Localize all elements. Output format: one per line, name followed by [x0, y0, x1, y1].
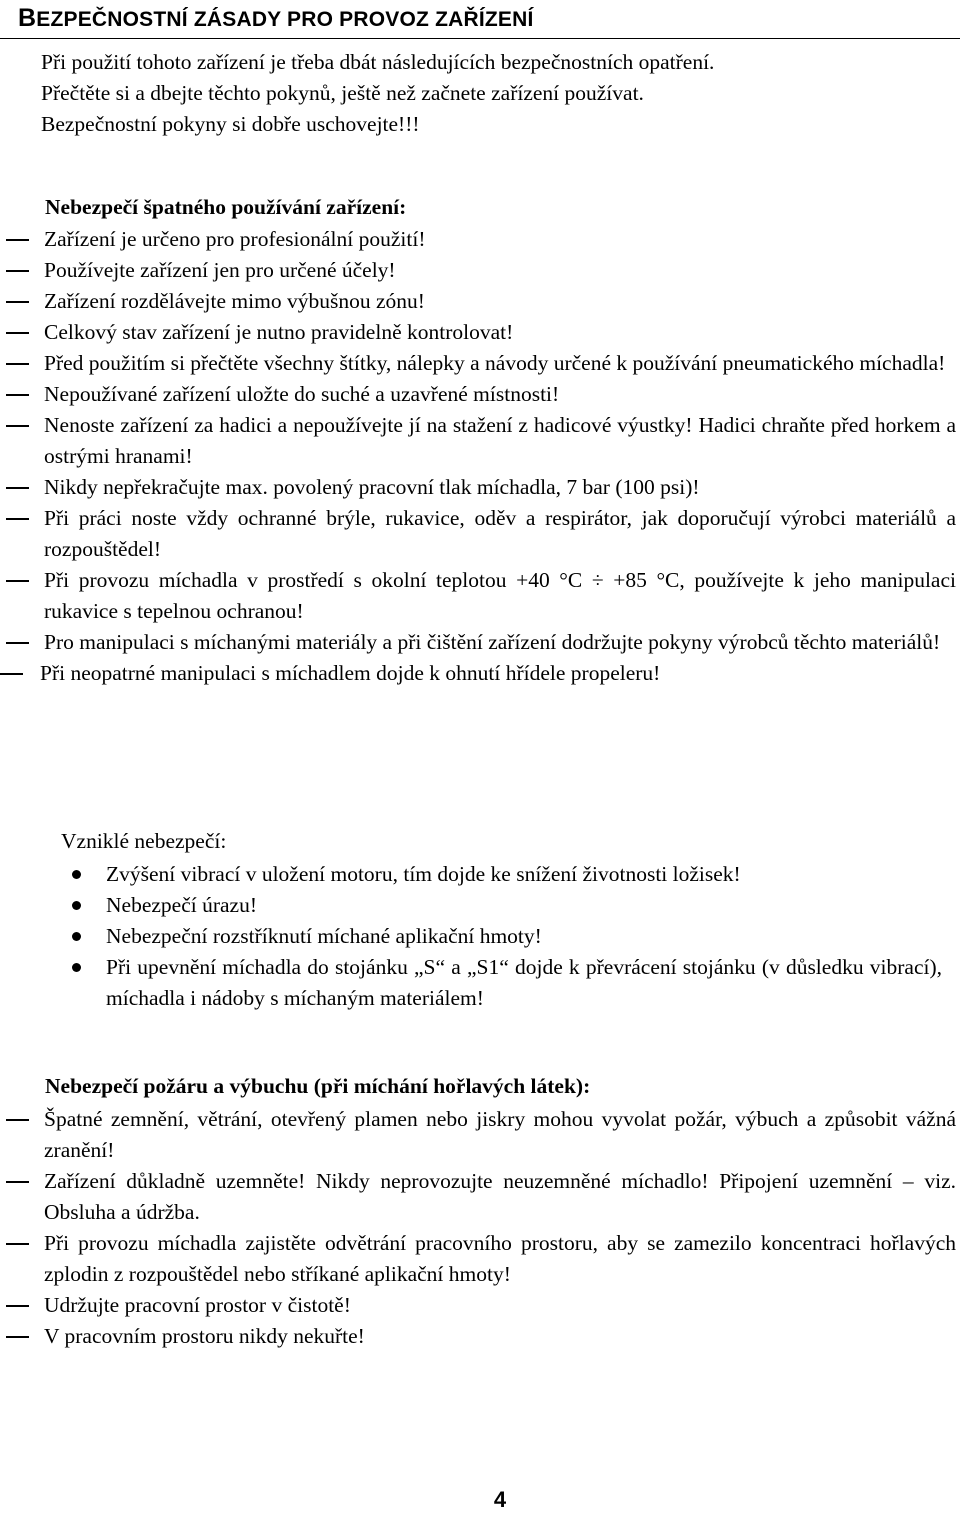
dash-bullet	[6, 363, 29, 365]
dash-bullet	[6, 425, 29, 427]
intro-line: Přečtěte si a dbejte těchto pokynů, ještě než začnete zařízení používat.	[41, 81, 644, 105]
dash-bullet	[6, 518, 29, 520]
list-item: Při provozu míchadla v prostředí s okolní teplotou +40 °C ÷ +85 °C, používejte k jeho manipulaci rukavice s tepelnou ochranou!	[0, 565, 960, 627]
list-item: Udržujte pracovní prostor v čistotě!	[0, 1290, 960, 1321]
round-bullet	[72, 963, 81, 972]
misuse-list	[0, 224, 960, 689]
header-rule	[0, 38, 960, 39]
list-item: Zařízení je určeno pro profesionální použití!	[0, 224, 960, 255]
page-title	[18, 4, 534, 33]
list-item: Používejte zařízení jen pro určené účely!	[0, 255, 960, 286]
list-item: Nikdy nepřekračujte max. povolený pracovní tlak míchadla, 7 bar (100 psi)!	[0, 472, 960, 503]
list-item: Celkový stav zařízení je nutno pravidelně kontrolovat!	[0, 317, 960, 348]
round-bullet	[72, 932, 81, 941]
dash-bullet	[6, 332, 29, 334]
dash-bullet	[6, 301, 29, 303]
dash-bullet	[6, 487, 29, 489]
list-item: Zvýšení vibrací v uložení motoru, tím dojde ke snížení životnosti ložisek!	[0, 859, 960, 890]
round-bullet	[72, 870, 81, 879]
page-header	[0, 0, 960, 44]
dash-bullet	[6, 394, 29, 396]
dash-bullet	[6, 642, 29, 644]
list-item: Špatné zemnění, větrání, otevřený plamen nebo jiskry mohou vyvolat požár, výbuch a způsobit vážná zranění!	[0, 1104, 960, 1166]
dash-bullet	[6, 1181, 29, 1183]
section-heading-fire: Nebezpečí požáru a výbuchu (při míchání hořlavých látek):	[45, 1074, 591, 1098]
list-item: V pracovním prostoru nikdy nekuřte!	[0, 1321, 960, 1352]
title-rest: EZPEČNOSTNÍ ZÁSADY PRO PROVOZ ZAŘÍZENÍ	[36, 8, 534, 31]
list-item: Pro manipulaci s míchanými materiály a při čištění zařízení dodržujte pokyny výrobců těchto materiálů!	[0, 627, 960, 658]
round-bullet	[72, 901, 81, 910]
list-item: Nenoste zařízení za hadici a nepoužívejte jí na stažení z hadicové výustky! Hadici chraňte před horkem a ostrými hranami!	[0, 410, 960, 472]
list-item: Před použitím si přečtěte všechny štítky, nálepky a návody určené k používání pneumatického míchadla!	[0, 348, 960, 379]
list-item: Při práci noste vždy ochranné brýle, rukavice, oděv a respirátor, jak doporučují výrobci materiálů a rozpouštědel!	[0, 503, 960, 565]
list-item: Zařízení důkladně uzemněte! Nikdy neprovozujte neuzemněné míchadlo! Připojení uzemnění – viz. Obsluha a údržba.	[0, 1166, 960, 1228]
fire-list	[0, 1104, 960, 1352]
dash-bullet	[6, 580, 29, 582]
intro-line: Bezpečnostní pokyny si dobře uschovejte!!!	[41, 112, 420, 136]
dash-bullet	[6, 1336, 29, 1338]
page-number: 4	[493, 1487, 507, 1512]
title-initial: B	[18, 4, 37, 32]
intro-paragraph	[41, 47, 941, 140]
list-item: Při upevnění míchadla do stojánku „S“ a „S1“ dojde k převrácení stojánku (v důsledku vibrací), míchadla i nádoby s míchaným materiálem!	[0, 952, 960, 1014]
list-item: Při provozu míchadla zajistěte odvětrání pracovního prostoru, aby se zamezilo koncentraci hořlavých zplodin z rozpouštědel nebo stříkané aplikační hmoty!	[0, 1228, 960, 1290]
dash-bullet	[6, 239, 29, 241]
dash-bullet	[0, 673, 23, 675]
list-item: Nebezpečí úrazu!	[0, 890, 960, 921]
section-heading-hazards: Vzniklé nebezpečí:	[61, 829, 227, 853]
dash-bullet	[6, 1119, 29, 1121]
list-item: Zařízení rozdělávejte mimo výbušnou zónu!	[0, 286, 960, 317]
section-heading-misuse: Nebezpečí špatného používání zařízení:	[45, 195, 407, 219]
hazards-list	[0, 859, 960, 1014]
dash-bullet	[6, 1305, 29, 1307]
intro-line: Při použití tohoto zařízení je třeba dbát následujících bezpečnostních opatření.	[41, 50, 715, 74]
list-item: Nepoužívané zařízení uložte do suché a uzavřené místnosti!	[0, 379, 960, 410]
dash-bullet	[6, 1243, 29, 1245]
dash-bullet	[6, 270, 29, 272]
list-item: Při neopatrné manipulaci s míchadlem dojde k ohnutí hřídele propeleru!	[0, 658, 960, 689]
list-item: Nebezpeční rozstříknutí míchané aplikační hmoty!	[0, 921, 960, 952]
